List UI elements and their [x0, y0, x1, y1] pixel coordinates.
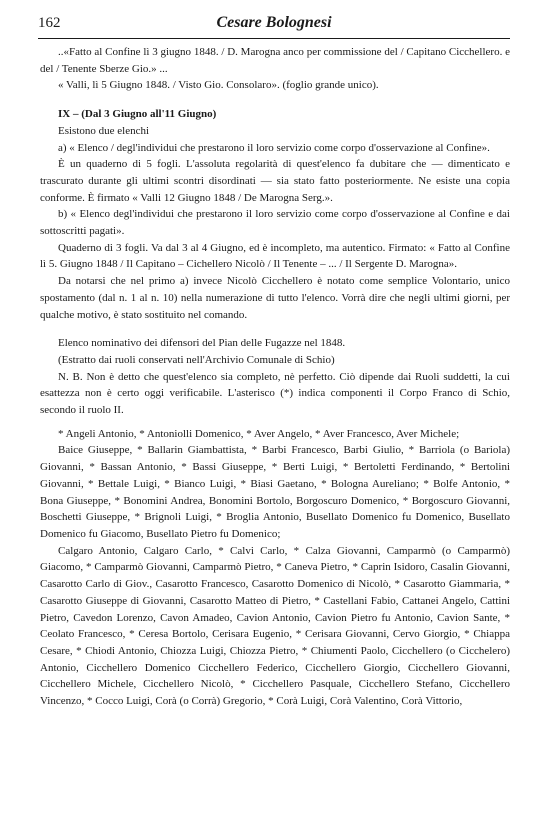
paragraph: Esistono due elenchi [58, 124, 150, 137]
paragraph: Da notarsi che nel primo a) invece Nicolò Cicchellero è notato come semplice Volontario, unico spostamento (dal n. 1 al n. 10) nella numerazione di tutto l'elenco. Vorrà dire che negli ultimi giorni, per qualche motivo, è stato sostituito nel comando. [40, 275, 510, 321]
page-body [40, 44, 510, 710]
list-subtitle: (Estratto dai ruoli conservati nell'Archivio Comunale di Schio) [58, 353, 335, 366]
page-header [38, 10, 510, 39]
list-title: Elenco nominativo dei difensori del Pian delle Fugazze nel 1848. [58, 337, 346, 350]
paragraph: a) « Elenco / degl'individui che prestarono il loro servizio come corpo d'osservazione al Confine». [58, 141, 490, 154]
names-paragraph: Calgaro Antonio, Calgaro Carlo, * Calvi Carlo, * Calza Giovanni, Camparmò (o Camparmò) Giacomo, * Camparmò Giovanni, Camparmò Pietro, * Caneva Pietro, * Caprin Isidoro, Casalin Giovanni, Casarotto Carlo di Giov., Casarotto Francesco, Casarotto Domenico di Nicolò, * Casarotto Giammaria, * Casarotto Giuseppe di Giovanni, Casarotto Matteo di Pietro, * Castellani Fabio, Cattanei Angelo, Cattini Pietro, Cavedon Lorenzo, Cavon Amadeo, Cavion Antonio, Cavion Pietro fu Antonio, Cavion Sante, * Ceolato Francesco, * Ceresa Bortolo, Cerisara Eugenio, * Cerisara Giovanni, Cervo Giorgio, * Chiappa Cesare, * Chiodi Antonio, Chiozza Luigi, Chiozza Pietro, * Chiumenti Paolo, Cicchellero (o Cicchelero) Antonio, Cicchellero Domenico Cicchellero Federico, Cicchellero Giorgio, Cicchellero Giovanni, Cicchellero Michele, Cicchellero Nicolò, * Cicchellero Pasquale, Cicchellero Stefano, Cicchellero Vincenzo, * Cocco Luigi, Corà (o Corrà) Gregorio, * Corà Luigi, Corà Valentino, Corà Vittorio, [40, 544, 510, 708]
page-number: 162 [38, 15, 61, 31]
names-paragraph: * Angeli Antonio, * Antoniolli Domenico, * Aver Angelo, * Aver Francesco, Aver Michele; [58, 427, 460, 440]
note-paragraph: N. B. Non è detto che quest'elenco sia completo, nè perfetto. Ciò dipende dai Ruoli suddetti, la cui esattezza non è certo oggi verificabile. L'asterisco (*) indica componenti il Corpo Franco di Schio, secondo il ruolo II. [40, 370, 510, 417]
section-heading: IX – (Dal 3 Giugno all'11 Giugno) [58, 108, 217, 121]
paragraph: È un quaderno di 5 fogli. L'assoluta regolarità di quest'elenco fa dubitare che — dimenticato e trascurato durante gli ultimi scontri disordinati — sia stato fatto posteriormente. Ne esiste una copia conforme. È firmato « Valli 12 Giugno 1848 / De Marogna Serg.». [40, 158, 510, 204]
names-paragraph: Baice Giuseppe, * Ballarin Giambattista, * Barbi Francesco, Barbi Giulio, * Barriola (o Bariola) Giovanni, * Bassan Antonio, * Bassi Giuseppe, * Berti Luigi, * Bertoletti Ferdinando, * Bertolini Giovanni, * Bettale Luigi, * Bianco Luigi, * Biasi Gaetano, * Bologna Aureliano; * Bolfe Antonio, * Bona Giuseppe, * Bonomini Andrea, Bonomini Bortolo, Borgoscuro Domenico, * Borgoscuro Giovanni, Boschetti Giuseppe, * Brignoli Luigi, * Broglia Antonio, Busellato Domenico fu Domenico, Busellato Domenico fu Giacomo, Busellato Pietro fu Domenico; [40, 444, 510, 540]
paragraph: ..«Fatto al Confine lì 3 giugno 1848. / D. Marogna anco per commissione del / Capitano Cicchellero. e del / Tenente Sberze Gio.» ... [40, 46, 510, 75]
running-title: Cesare Bolognesi [216, 14, 332, 31]
paragraph: b) « Elenco degl'individui che prestarono il loro servizio come corpo d'osservazione al Confine e dai sottoscritti pagati». [40, 208, 510, 238]
paragraph: Quaderno di 3 fogli. Va dal 3 al 4 Giugno, ed è incompleto, ma autentico. Firmato: « Fatto al Confine lì 5. Giugno 1848 / Il Capitano – Cichellero Nicolò / Il Tenente – ... / Il Sergente D. Marogna». [40, 241, 510, 271]
paragraph: « Valli, lì 5 Giugno 1848. / Visto Gio. Consolaro». (foglio grande unico). [58, 79, 379, 92]
